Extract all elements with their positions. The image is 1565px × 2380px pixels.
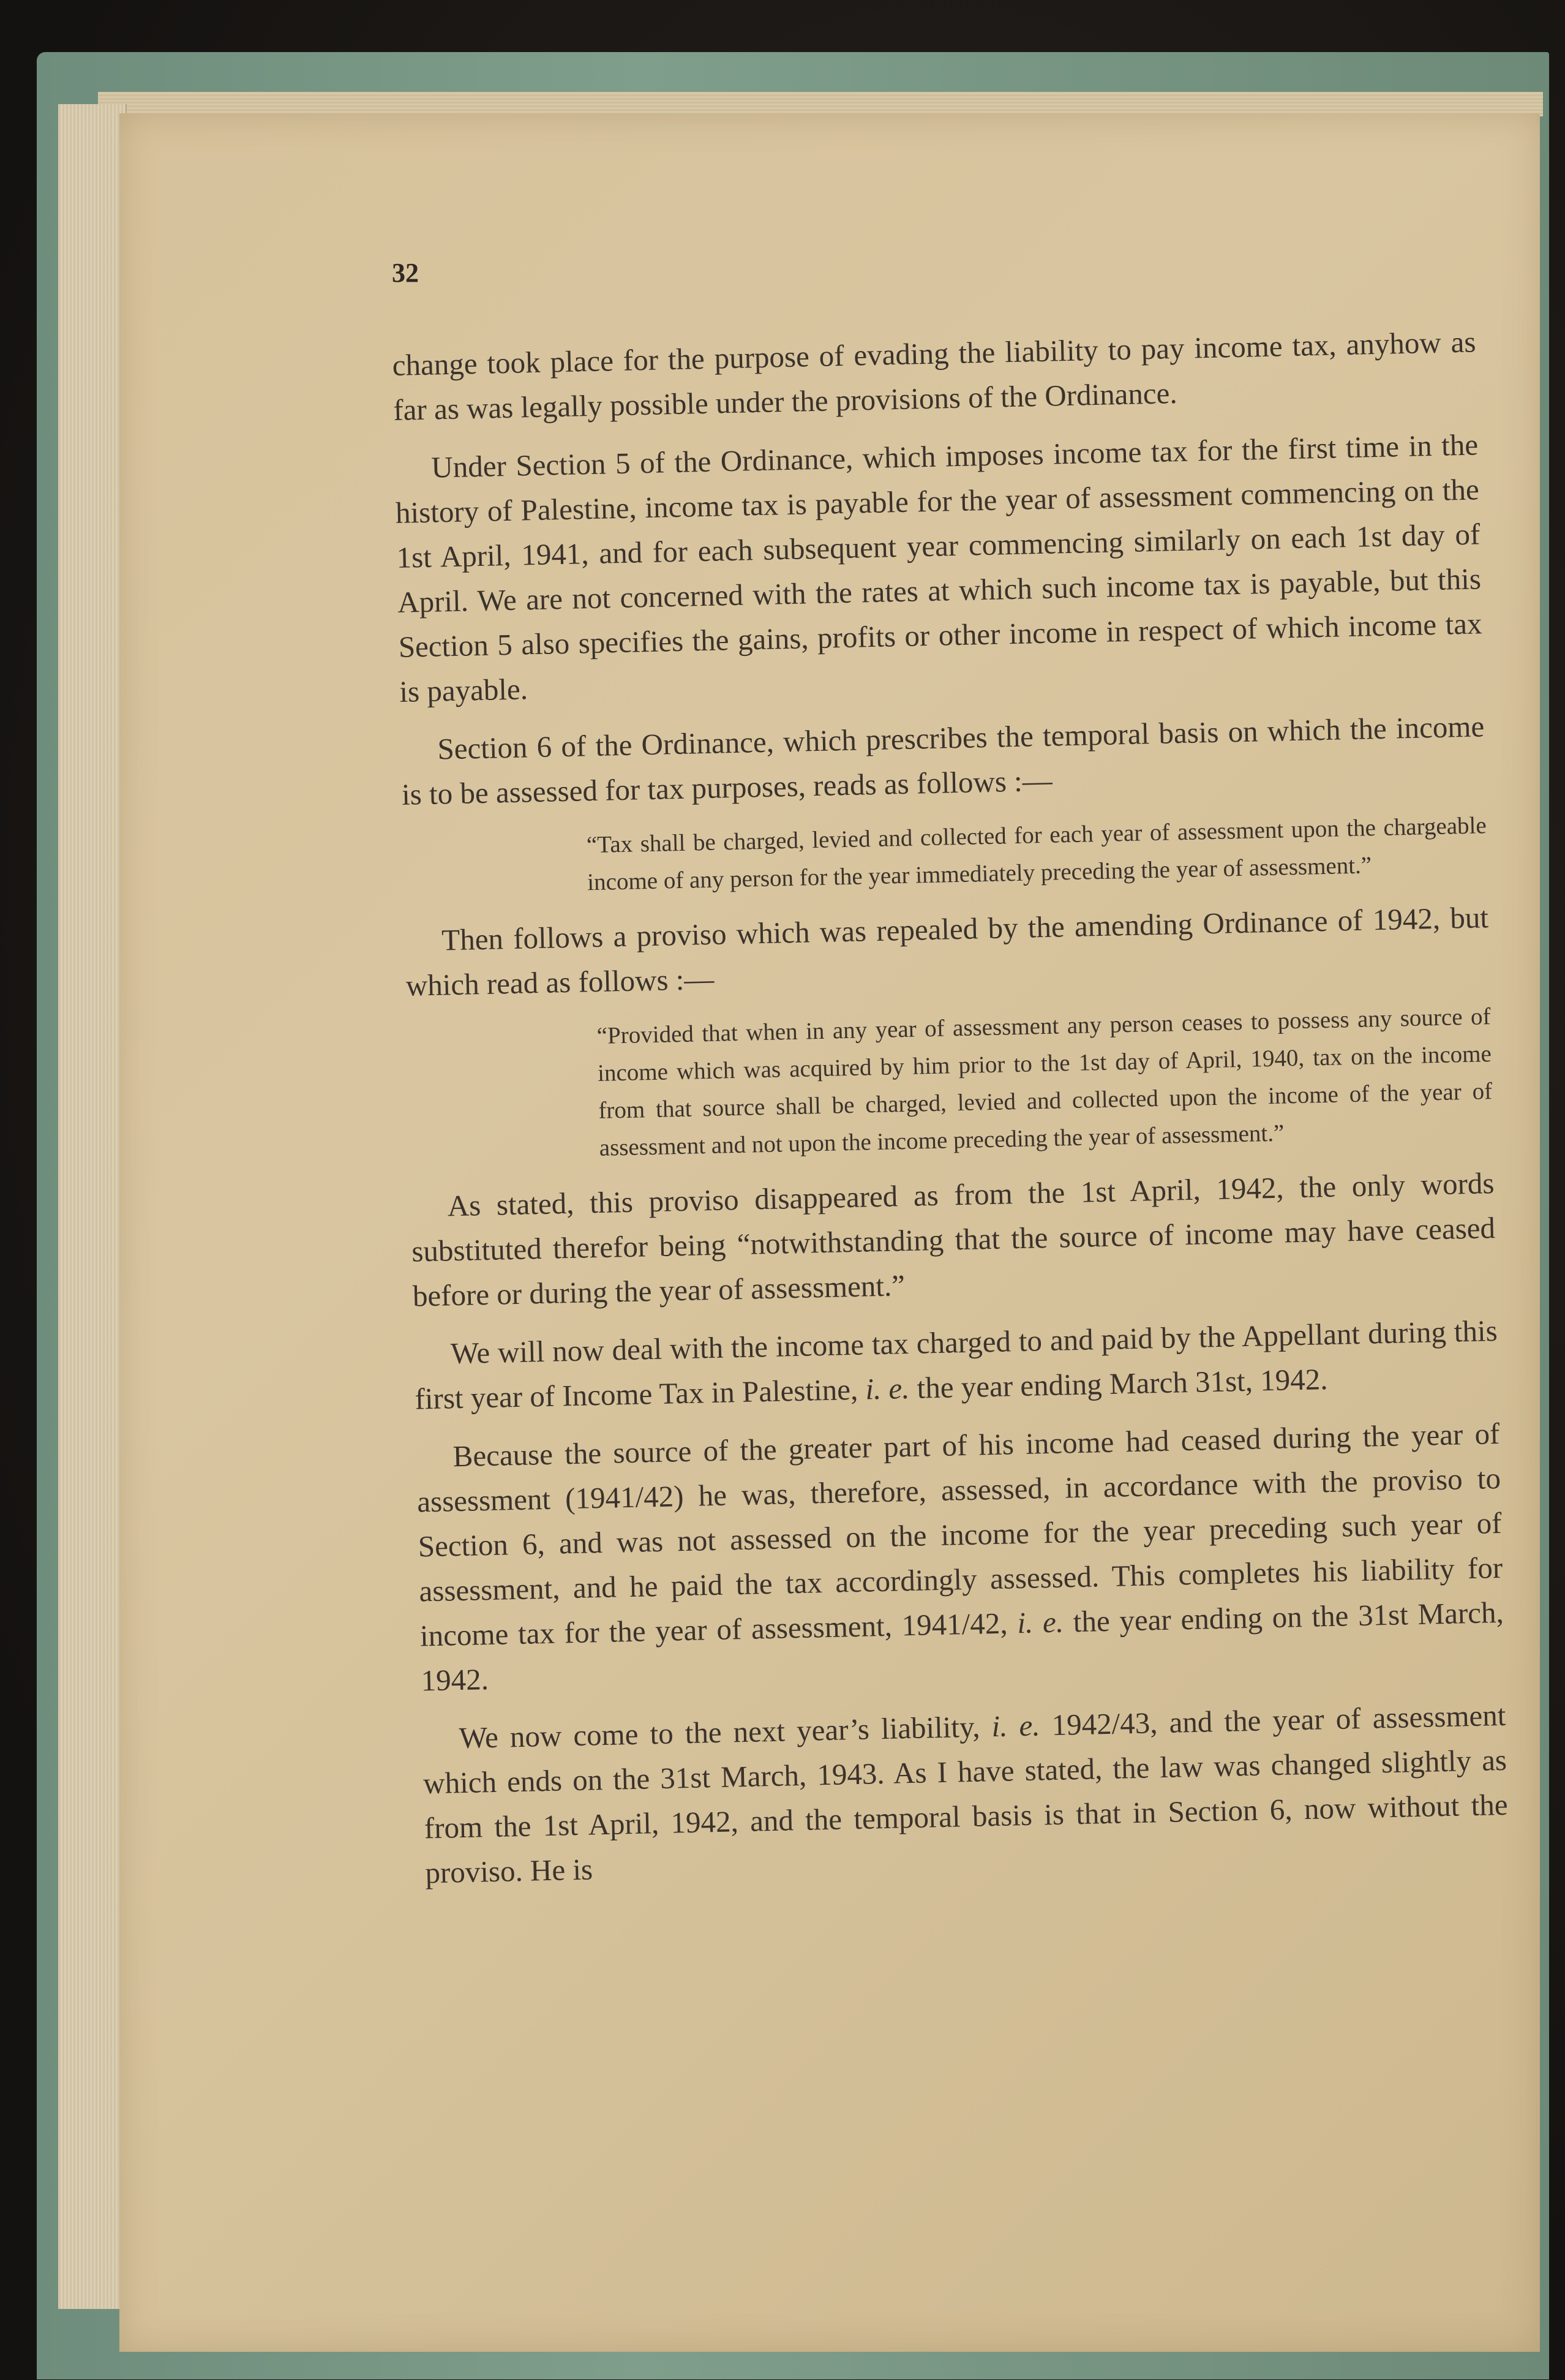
paragraph-5: As stated, this proviso disappeared as from the 1st April, 1942, the only words substituted therefor being “notwithstanding that the source of income may have ceased before or during the year of assessment.” — [411, 1166, 1496, 1313]
paragraph-3: Section 6 of the Ordinance, which prescribes the temporal basis on which the income is to be assessed for tax purposes, reads as follows :— — [401, 709, 1485, 812]
page-edge-stack — [58, 104, 127, 2309]
paragraph-8-text-a: We now come to the next year’s liability, — [459, 1709, 993, 1755]
paragraph-7 — [416, 1411, 1505, 1703]
paragraph-4: Then follows a proviso which was repealed by the amending Ordinance of 1942, but which read as follows :— — [405, 900, 1489, 1003]
paragraph-8-text-b: 1942/43, and the year of assessment which ends on the 31st March, 1943. As I have stated, the law was changed slightly as from the 1st April, 1942, and the temporal basis is that in Section 6, now without the proviso. He is — [422, 1698, 1509, 1890]
paragraph-6-ie: i. e. — [865, 1371, 910, 1406]
paragraph-6-text-b: the year ending March 31st, 1942. — [909, 1362, 1328, 1405]
page-edge-top — [98, 92, 1543, 116]
paragraph-6-text-a: We will now deal with the income tax charged to and paid by the Appellant during this first year of Income Tax in Palestine, — [415, 1314, 1498, 1416]
paragraph-7-text-b: the year ending on the 31st March, 1942. — [421, 1595, 1504, 1698]
paragraph-2: Under Section 5 of the Ordinance, which imposes income tax for the first time in the history of Palestine, income tax is payable for the year of assessment commencing on the 1st April, 1941, and for each subsequent year commencing similarly on each 1st day of April. We are not concerned with the rates at which such income tax is payable, but this Section 5 also specifies the gains, profits or other income in respect of which income tax is payable. — [395, 427, 1483, 709]
quotation-section-6: “Tax shall be charged, levied and collected for each year of assessment upon the chargeable income of any person for the year immediately preceding the year of assessment.” — [586, 812, 1487, 896]
paragraph-8 — [422, 1693, 1509, 1896]
page-number: 32 — [392, 258, 419, 288]
paragraph-7-text-a: Because the source of the greater part of his income had ceased during the year of assessment (1941/42) he was, therefore, assessed, in accordance with the proviso to Section 6, and was not assessed on the income for the year preceding such year of assessment, and he paid the tax accordingly assessed. This completes his liability for income tax for the year of assessment, 1941/42, — [416, 1416, 1503, 1653]
paragraph-8-ie: i. e. — [991, 1708, 1041, 1744]
paragraph-7-ie: i. e. — [1016, 1605, 1064, 1640]
paragraph-1: change took place for the purpose of evading the liability to pay income tax, anyhow as far as was legally possible under the provisions of the Ordinance. — [392, 325, 1476, 427]
page-body — [392, 319, 1509, 1908]
paragraph-6 — [413, 1308, 1499, 1422]
quotation-proviso: “Provided that when in any year of assessment any person ceases to possess any source of income which was acquired by him prior to the 1st day of April, 1940, tax on the income from that source shall be charged, levied and collected upon the income of the year of assessment and not upon the income preceding the year of assessment.” — [596, 1003, 1493, 1161]
